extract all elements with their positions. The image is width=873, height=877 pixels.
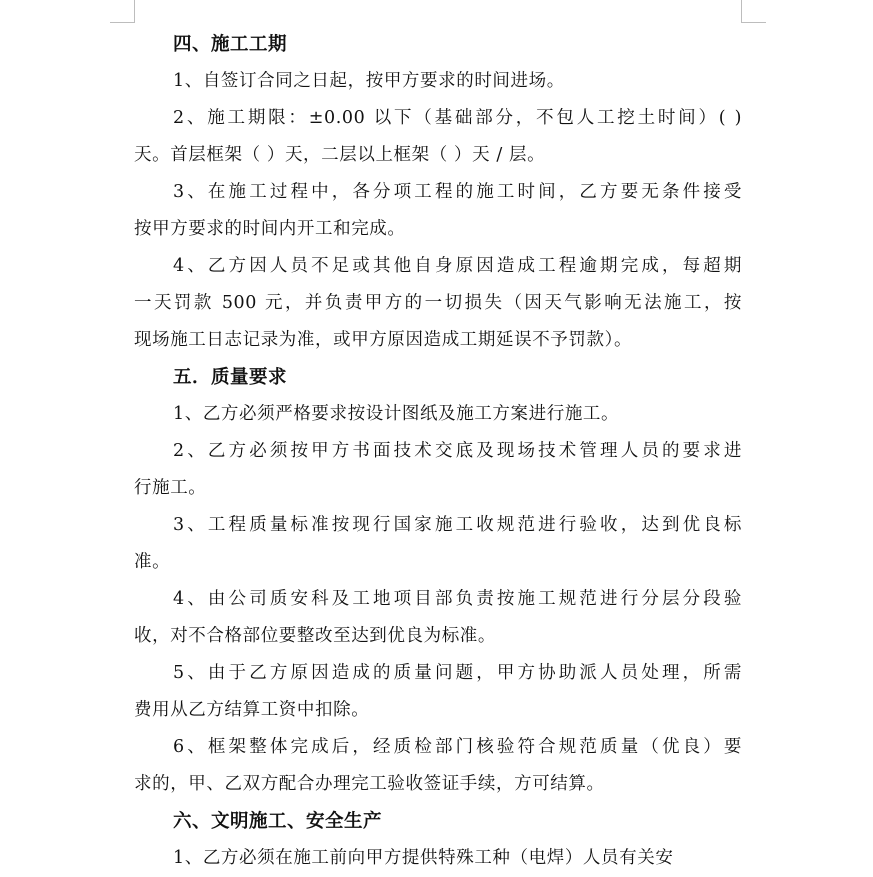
paragraph-line: 4、由公司质安科及工地项目部负责按施工规范进行分层分段验: [173, 589, 742, 609]
paragraph-line: 1、乙方必须在施工前向甲方提供特殊工种（电焊）人员有关安: [173, 848, 674, 868]
paragraph-line: 2、乙方必须按甲方书面技术交底及现场技术管理人员的要求进: [173, 441, 742, 461]
paragraph-line: 6、框架整体完成后，经质检部门核验符合规范质量（优良）要: [173, 737, 742, 757]
section-paragraph: [134, 63, 742, 100]
section-paragraph: [134, 433, 742, 507]
section-paragraph: [134, 581, 742, 655]
paragraph-line: 1、乙方必须严格要求按设计图纸及施工方案进行施工。: [173, 404, 620, 424]
section-paragraph: [134, 396, 742, 433]
paragraph-line: 现场施工日志记录为准，或甲方原因造成工期延误不予罚款）。: [134, 330, 633, 350]
section-paragraph: [134, 248, 742, 359]
section-heading: 四、施工工期: [173, 34, 288, 55]
paragraph-line: 按甲方要求的时间内开工和完成。: [134, 219, 406, 239]
section-heading: 五．质量要求: [173, 367, 288, 388]
paragraph-line: 3、在施工过程中，各分项工程的施工时间，乙方要无条件接受: [173, 182, 742, 202]
paragraph-line: 一天罚款 500 元，并负责甲方的一切损失（因天气影响无法施工，按: [134, 293, 742, 313]
paragraph-line: 行施工。: [134, 478, 207, 498]
paragraph-line: 求的，甲、乙双方配合办理完工验收签证手续，方可结算。: [134, 774, 605, 794]
section-paragraph: [134, 729, 742, 803]
section-paragraph: [134, 840, 742, 877]
page-corner-mark-right: [741, 0, 766, 23]
section-heading: 六、文明施工、安全生产: [173, 811, 383, 832]
paragraph-line: 天。首层框架（ ）天，二层以上框架（ ）天 / 层。: [134, 145, 546, 165]
section-paragraph: [134, 507, 742, 581]
paragraph-line: 费用从乙方结算工资中扣除。: [134, 700, 370, 720]
section-paragraph: [134, 174, 742, 248]
paragraph-line: 2、施工期限：±0.00 以下（基础部分，不包人工挖土时间）( ): [173, 108, 742, 128]
paragraph-line: 收，对不合格部位要整改至达到优良为标准。: [134, 626, 496, 646]
paragraph-line: 准。: [134, 552, 171, 572]
section-paragraph: [134, 100, 742, 174]
document-body[interactable]: [134, 26, 742, 877]
paragraph-line: 4、乙方因人员不足或其他自身原因造成工程逾期完成，每超期: [173, 256, 742, 276]
paragraph-line: 1、自签订合同之日起，按甲方要求的时间进场。: [173, 71, 565, 91]
page-corner-mark-left: [110, 0, 135, 23]
section-paragraph: [134, 655, 742, 729]
paragraph-line: 5、由于乙方原因造成的质量问题，甲方协助派人员处理，所需: [173, 663, 742, 683]
paragraph-line: 3、工程质量标准按现行国家施工收规范进行验收，达到优良标: [173, 515, 742, 535]
